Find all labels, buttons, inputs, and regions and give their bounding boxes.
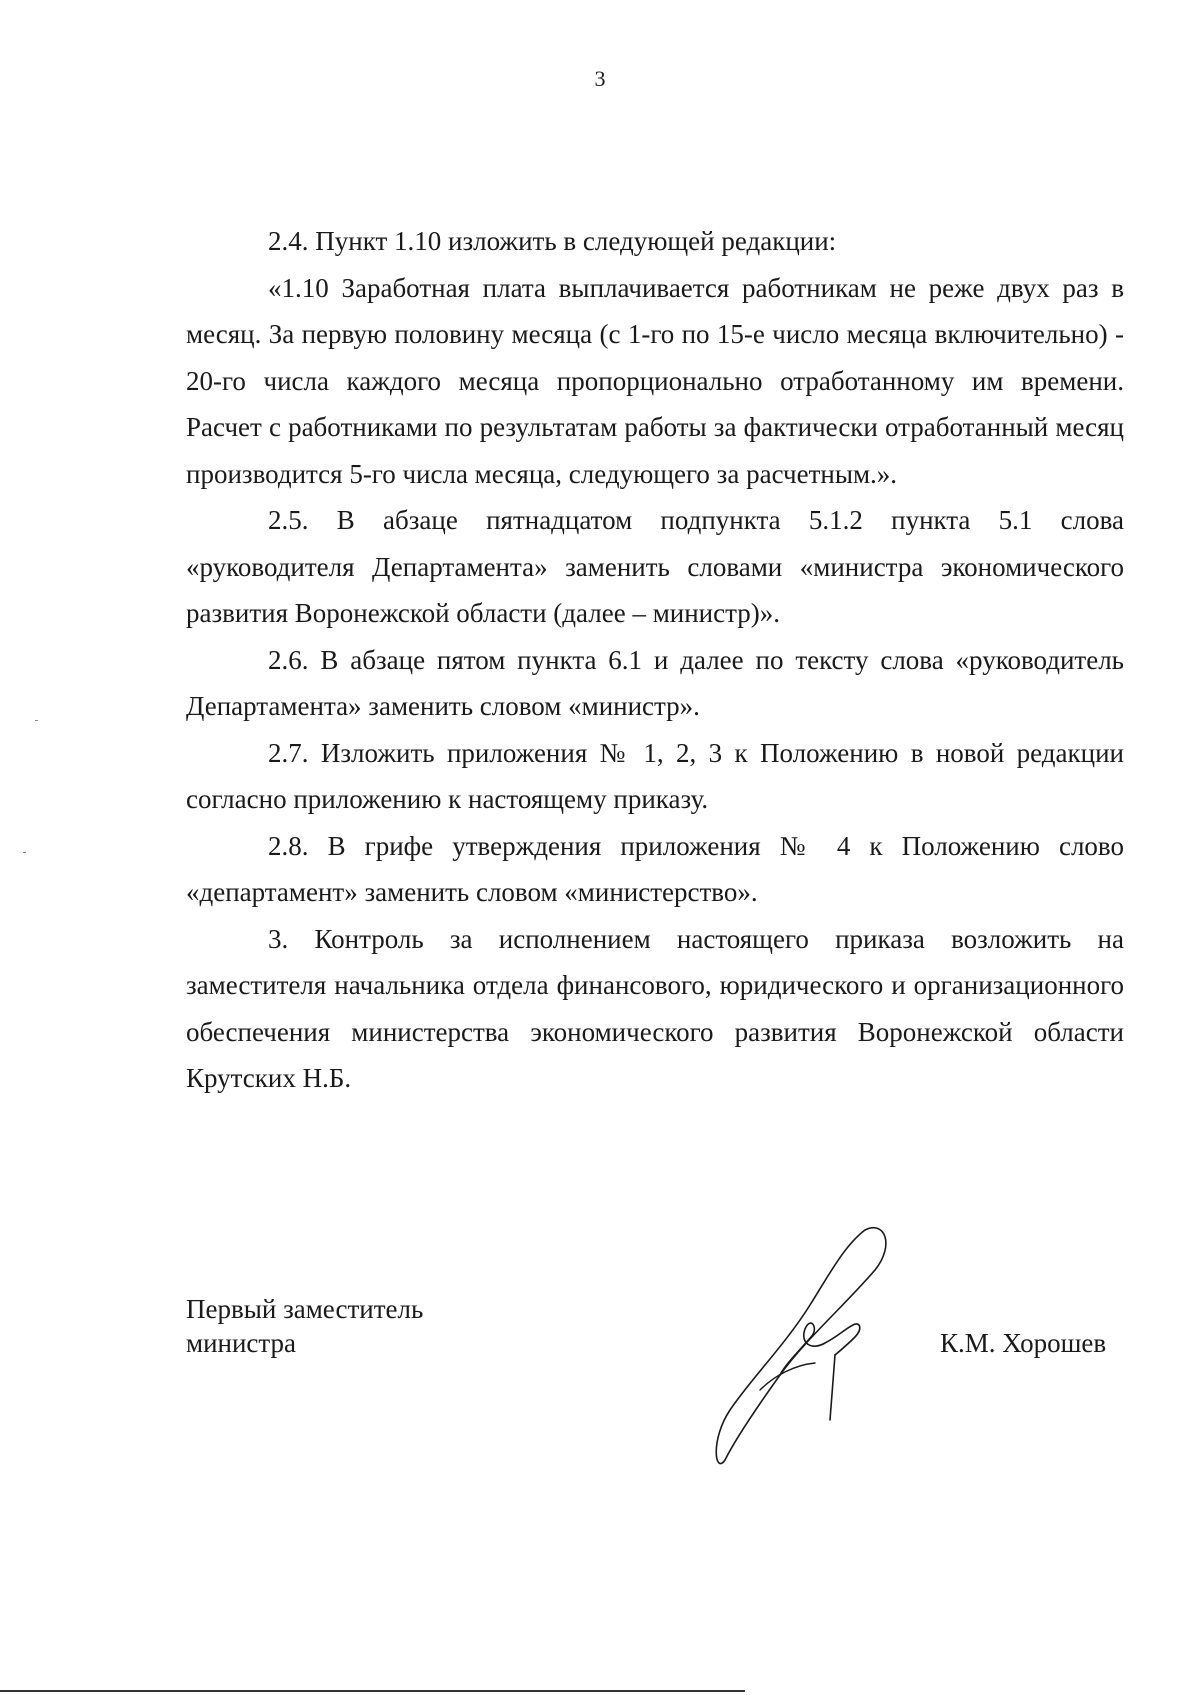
signer-name: К.М. Хорошев — [940, 1328, 1107, 1358]
signer-position-line1: Первый заместитель — [186, 1294, 424, 1324]
paragraph-2-7: 2.7. Изложить приложения № 1, 2, 3 к Положению в новой редакции согласно приложению к настоящему приказу. — [186, 737, 1124, 814]
page-number: 3 — [594, 66, 606, 91]
handwritten-signature — [715, 1225, 915, 1465]
paragraph-2-6: 2.6. В абзаце пятом пункта 6.1 и далее по тексту слова «руководитель Департамента» заменить словом «министр». — [186, 644, 1124, 721]
paragraph-3: 3. Контроль за исполнением настоящего приказа возложить на заместителя начальника отдела финансового, юридического и организационного обеспечения министерства экономического развития Воронежской области Крутских Н.Б. — [186, 923, 1124, 1093]
scan-artifact — [23, 852, 26, 853]
paragraph-2-4: 2.4. Пункт 1.10 изложить в следующей редакции: — [268, 226, 837, 256]
document-body — [186, 218, 1124, 1102]
signer-position-line2: министра — [186, 1328, 297, 1358]
paragraph-2-5: 2.5. В абзаце пятнадцатом подпункта 5.1.2 пункта 5.1 слова «руководителя Департамента» заменить словами «министра экономического развития Воронежской области (далее – министр)». — [186, 505, 1124, 628]
paragraph-2-8: 2.8. В грифе утверждения приложения № 4 к Положению слово «департамент» заменить словом «министерство». — [186, 830, 1124, 907]
signer-position — [186, 1292, 423, 1360]
scan-artifact — [35, 720, 38, 721]
scan-bottom-edge — [0, 1690, 745, 1692]
paragraph-1-10-text: «1.10 Заработная плата выплачивается работникам не реже двух раз в месяц. За первую половину месяца (с 1-го по 15-е число месяца включительно) - 20-го числа каждого месяца пропорционально отработанному им времени. Расчет с работниками по результатам работы за фактически отработанный месяц производится 5-го числа месяца, следующего за расчетным.». — [186, 272, 1124, 489]
